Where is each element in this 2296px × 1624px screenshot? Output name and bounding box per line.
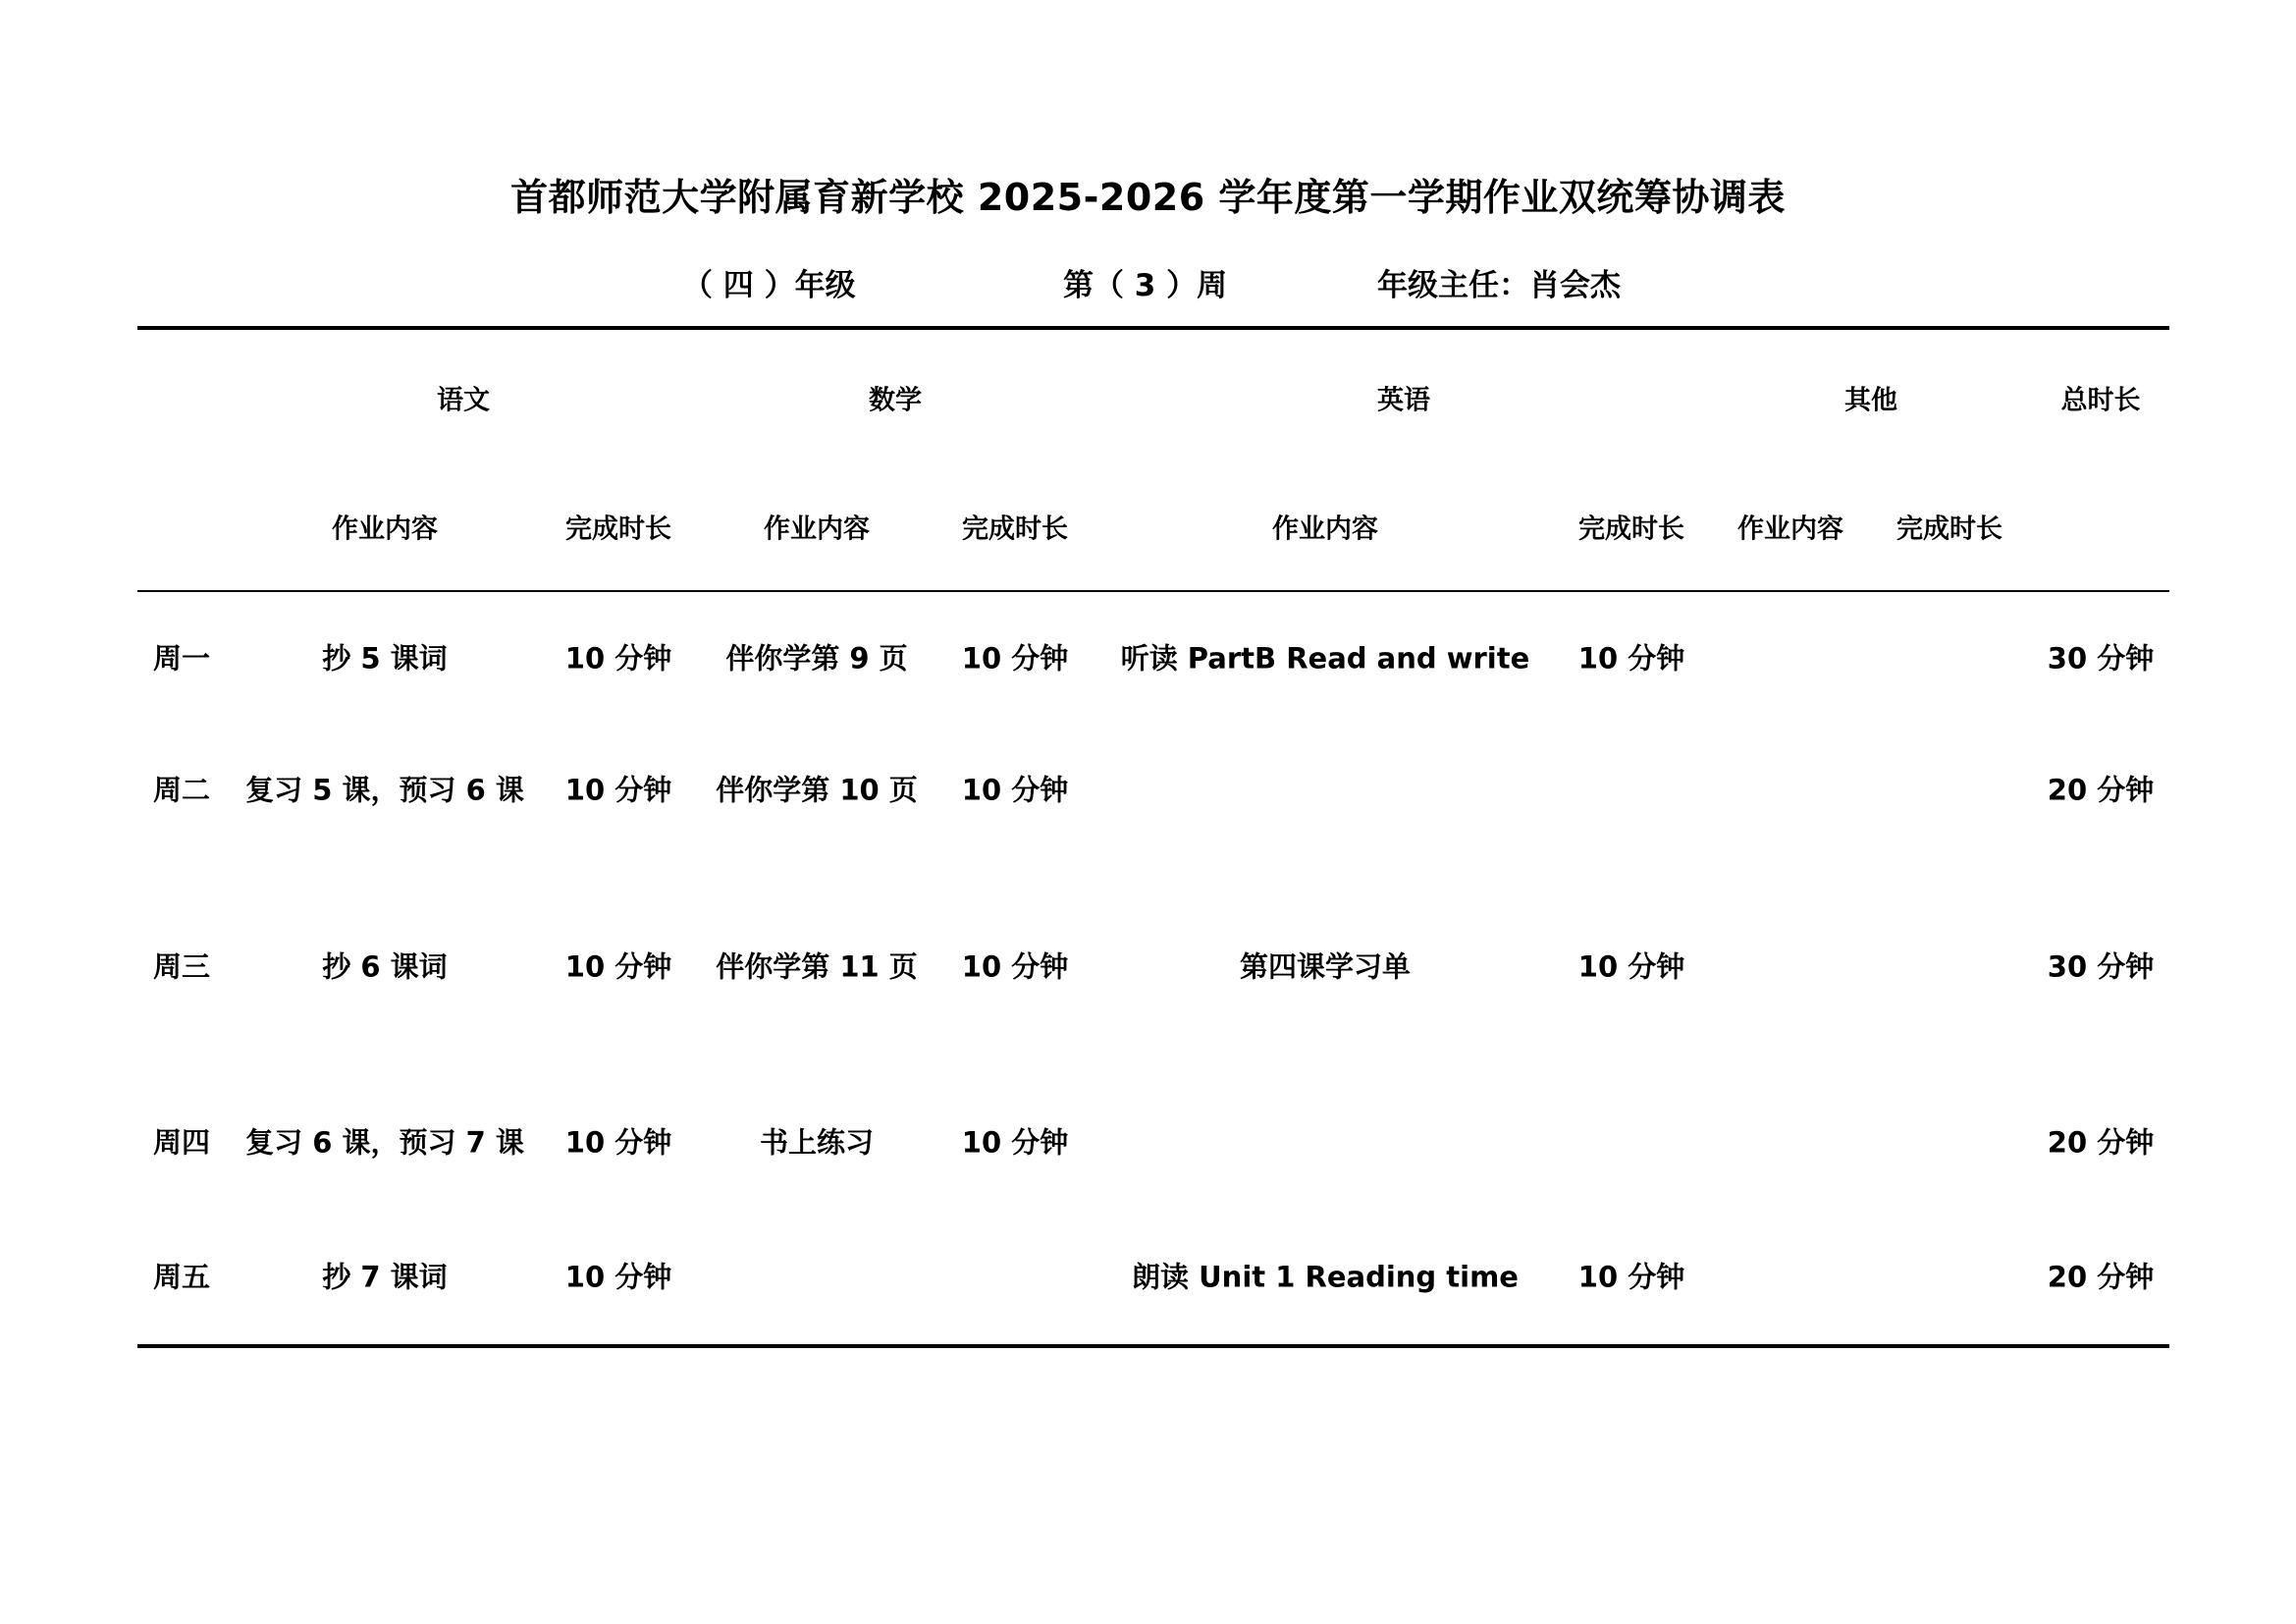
total-duration-cell: 30 分钟 <box>2047 949 2155 984</box>
grade-label: （ 四 ）年级 <box>682 268 856 303</box>
english-content-cell: 第四课学习单 <box>1239 949 1412 984</box>
total-duration-cell: 20 分钟 <box>2047 1125 2155 1160</box>
math-content-cell: 伴你学第 11 页 <box>716 949 918 984</box>
english-duration-cell: 10 分钟 <box>1577 949 1685 984</box>
header-other-content: 作业内容 <box>1737 514 1843 545</box>
header-english-duration: 完成时长 <box>1578 514 1684 545</box>
english-content-cell: 听读 PartB Read and write <box>1120 641 1530 676</box>
math-content-cell: 伴你学第 9 页 <box>725 641 908 676</box>
header-english: 英语 <box>1377 385 1430 416</box>
math-content-cell: 伴你学第 10 页 <box>716 773 918 807</box>
table-bottom-rule <box>137 1344 2169 1348</box>
chinese-duration-cell: 10 分钟 <box>564 1260 672 1294</box>
header-total: 总时长 <box>2060 385 2141 416</box>
week-label: 第（ 3 ）周 <box>1063 268 1228 303</box>
header-other: 其他 <box>1844 385 1897 416</box>
chinese-duration-cell: 10 分钟 <box>564 1125 672 1160</box>
chinese-content-cell: 抄 5 课词 <box>322 641 448 676</box>
math-duration-cell: 10 分钟 <box>961 1125 1069 1160</box>
row-day: 周一 <box>153 641 211 676</box>
row-day: 周三 <box>153 949 211 984</box>
header-math: 数学 <box>869 385 922 416</box>
english-content-cell: 朗读 Unit 1 Reading time <box>1132 1260 1519 1294</box>
total-duration-cell: 30 分钟 <box>2047 641 2155 676</box>
chinese-content-cell: 复习 5 课，预习 6 课 <box>245 773 524 807</box>
table-header-rule <box>137 590 2169 592</box>
header-chinese: 语文 <box>437 385 490 416</box>
row-day: 周五 <box>153 1260 211 1294</box>
chinese-content-cell: 抄 6 课词 <box>322 949 448 984</box>
math-duration-cell: 10 分钟 <box>961 949 1069 984</box>
document-title: 首都师范大学附属育新学校 2025-2026 学年度第一学期作业双统筹协调表 <box>510 176 1786 219</box>
header-chinese-content: 作业内容 <box>332 514 438 545</box>
chinese-content-cell: 抄 7 课词 <box>322 1260 448 1294</box>
math-duration-cell: 10 分钟 <box>961 773 1069 807</box>
total-duration-cell: 20 分钟 <box>2047 1260 2155 1294</box>
english-duration-cell: 10 分钟 <box>1577 641 1685 676</box>
director-label: 年级主任：肖会杰 <box>1377 268 1621 303</box>
header-math-content: 作业内容 <box>764 514 870 545</box>
english-duration-cell: 10 分钟 <box>1577 1260 1685 1294</box>
table-top-rule <box>137 326 2169 330</box>
math-content-cell: 书上练习 <box>759 1125 875 1160</box>
chinese-content-cell: 复习 6 课，预习 7 课 <box>245 1125 524 1160</box>
header-math-duration: 完成时长 <box>962 514 1068 545</box>
header-chinese-duration: 完成时长 <box>565 514 671 545</box>
row-day: 周四 <box>153 1125 211 1160</box>
chinese-duration-cell: 10 分钟 <box>564 949 672 984</box>
chinese-duration-cell: 10 分钟 <box>564 641 672 676</box>
chinese-duration-cell: 10 分钟 <box>564 773 672 807</box>
header-english-content: 作业内容 <box>1272 514 1378 545</box>
row-day: 周二 <box>153 773 211 807</box>
header-other-duration: 完成时长 <box>1896 514 2002 545</box>
math-duration-cell: 10 分钟 <box>961 641 1069 676</box>
total-duration-cell: 20 分钟 <box>2047 773 2155 807</box>
